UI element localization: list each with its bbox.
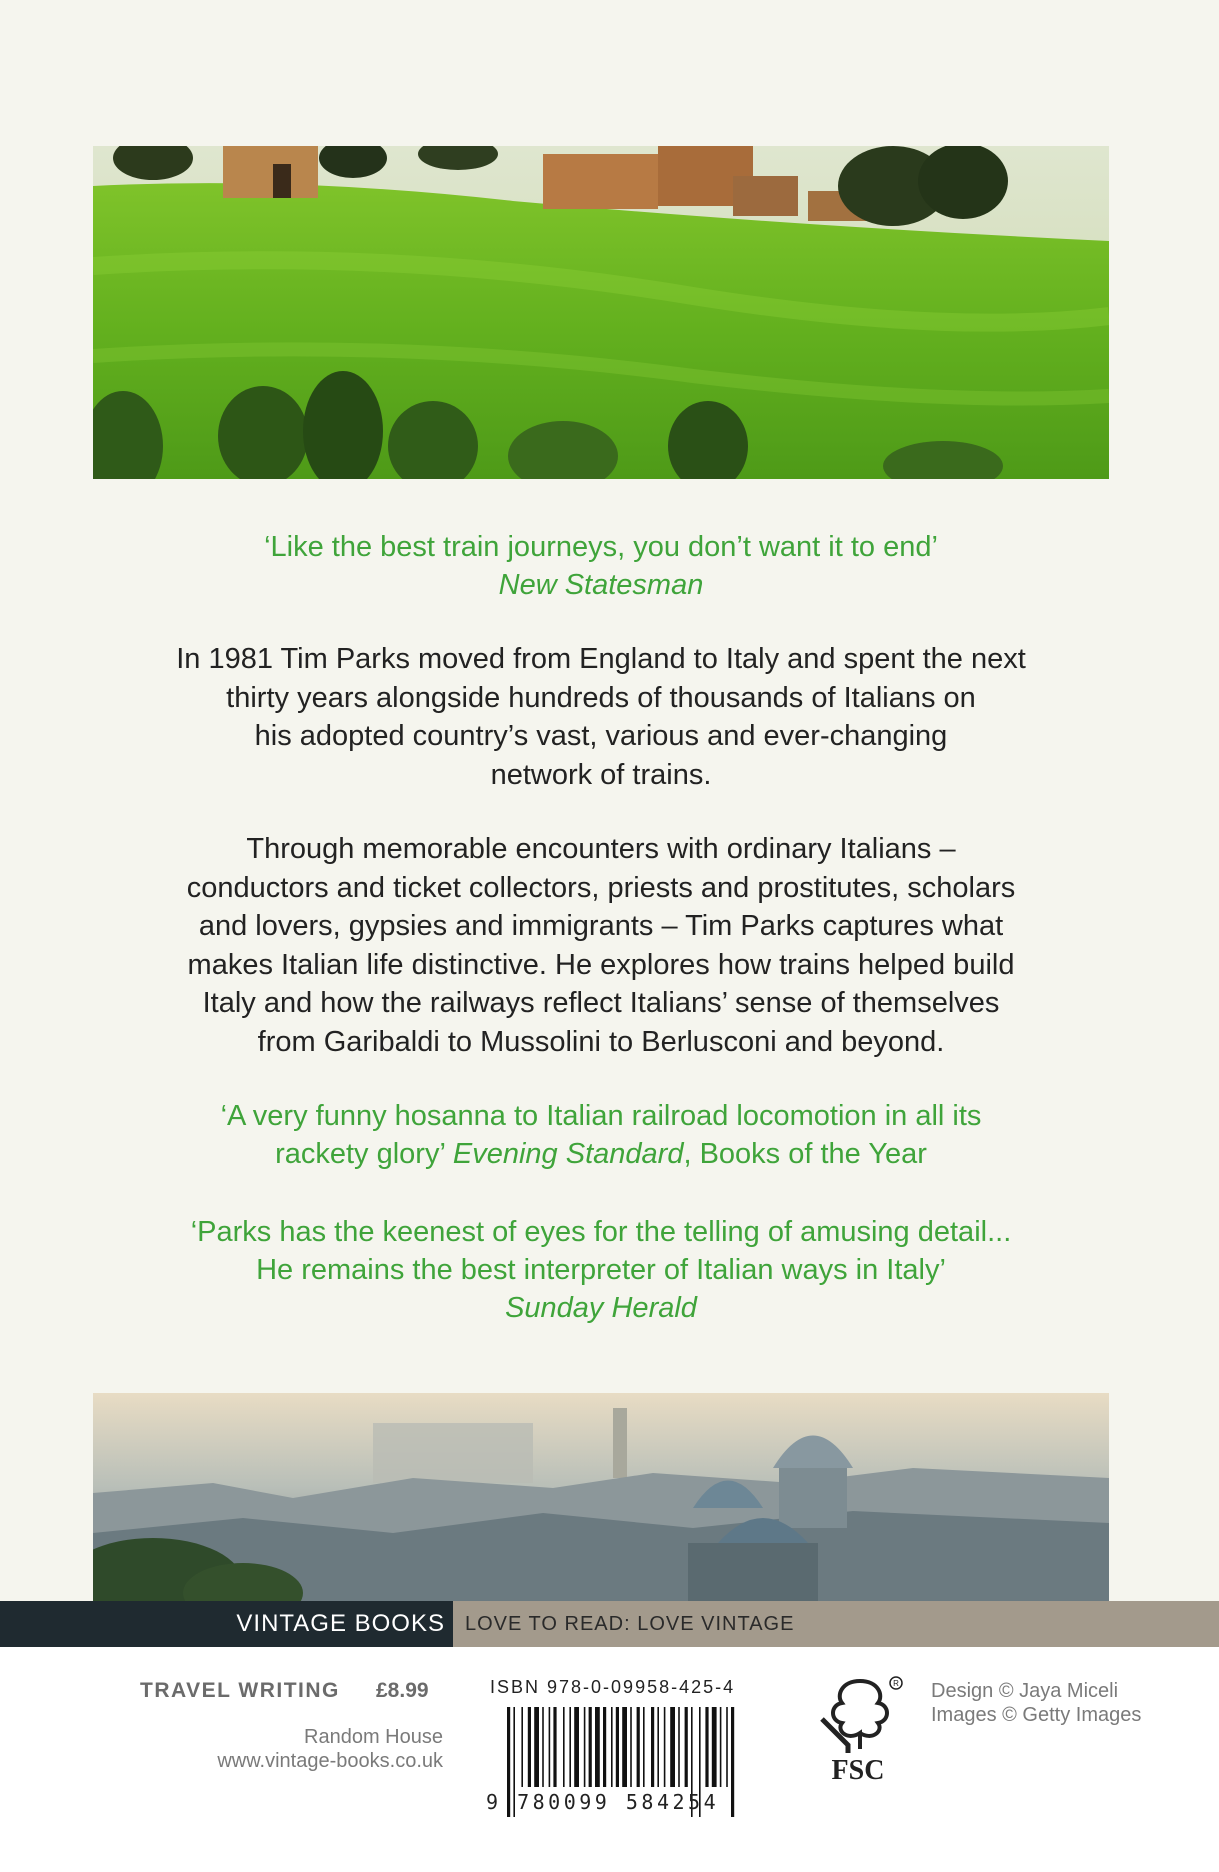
publisher-info bbox=[217, 1725, 443, 1773]
images-credit: Images © Getty Images bbox=[931, 1704, 1142, 1726]
imprint-slogan: LOVE TO READ: LOVE VINTAGE bbox=[453, 1601, 1219, 1647]
barcode-bar bbox=[726, 1707, 728, 1787]
barcode-bar bbox=[574, 1707, 579, 1787]
text-line: network of trains. bbox=[490, 758, 712, 791]
quote-text: ‘A very funny hosanna to Italian railroad locomotion in all its bbox=[220, 1100, 982, 1132]
barcode-bar bbox=[643, 1707, 645, 1787]
isbn-label: ISBN 978-0-09958-425-4 bbox=[490, 1677, 736, 1697]
rome-cityscape-photo bbox=[93, 1393, 1109, 1601]
barcode-bar bbox=[705, 1707, 708, 1787]
barcode-bar bbox=[670, 1707, 675, 1787]
text-line: makes Italian life distinctive. He explores how trains helped build bbox=[187, 948, 1015, 981]
review-quote-1 bbox=[93, 528, 1109, 604]
barcode-bar bbox=[553, 1707, 556, 1787]
text-line: Italy and how the railways reflect Italians’ sense of themselves bbox=[202, 987, 1000, 1019]
barcode-bar bbox=[622, 1707, 627, 1787]
barcode-bar bbox=[528, 1707, 531, 1787]
barcode-bar bbox=[637, 1707, 640, 1787]
imprint-name: VINTAGE BOOKS bbox=[0, 1601, 453, 1647]
barcode-bar bbox=[521, 1707, 523, 1787]
back-cover-footer bbox=[0, 1647, 1219, 1872]
publisher-name: Random House bbox=[304, 1726, 443, 1748]
fsc-logo-icon bbox=[808, 1675, 908, 1785]
barcode-bar bbox=[657, 1707, 659, 1787]
quote-text: ‘Like the best train journeys, you don’t want it to end’ bbox=[264, 531, 938, 563]
barcode-bar bbox=[563, 1707, 565, 1787]
barcode-bar bbox=[589, 1707, 592, 1787]
text-line: In 1981 Tim Parks moved from England to Italy and spent the next bbox=[176, 643, 1026, 675]
barcode-bar bbox=[569, 1707, 571, 1787]
barcode-bar bbox=[651, 1707, 654, 1787]
barcode-bar bbox=[685, 1707, 688, 1787]
barcode-bar bbox=[616, 1707, 619, 1787]
text-line: from Garibaldi to Mussolini to Berlusconi and beyond. bbox=[257, 1025, 945, 1058]
description-paragraph-2 bbox=[93, 830, 1109, 1061]
publisher-website: www.vintage-books.co.uk bbox=[217, 1750, 443, 1772]
barcode-digits: 9 780099 584254 bbox=[486, 1790, 720, 1814]
text-line: Through memorable encounters with ordinary Italians – bbox=[246, 833, 956, 865]
review-quote-2 bbox=[93, 1097, 1109, 1173]
quote-source: Sunday Herald bbox=[505, 1292, 697, 1324]
description-paragraph-1 bbox=[93, 640, 1109, 794]
barcode-bar bbox=[534, 1707, 539, 1787]
barcode-bar bbox=[664, 1707, 666, 1787]
barcode-bar bbox=[720, 1707, 722, 1787]
review-quote-3 bbox=[93, 1213, 1109, 1327]
barcode-bar bbox=[584, 1707, 586, 1787]
text-line: conductors and ticket collectors, priests and prostitutes, scholars bbox=[186, 871, 1016, 904]
barcode-bar bbox=[542, 1707, 544, 1787]
svg-text:R: R bbox=[893, 1679, 899, 1688]
quote-text: rackety glory’ bbox=[275, 1138, 453, 1170]
genre-label: TRAVEL WRITING bbox=[140, 1679, 340, 1702]
quote-source: Evening Standard bbox=[452, 1138, 684, 1170]
barcode-bar bbox=[630, 1707, 632, 1787]
barcode-bar bbox=[549, 1707, 551, 1787]
tuscan-landscape-photo bbox=[93, 146, 1109, 479]
quote-source: New Statesman bbox=[498, 569, 704, 601]
quote-text: ‘Parks has the keenest of eyes for the telling of amusing detail... bbox=[190, 1216, 1012, 1248]
text-line: thirty years alongside hundreds of thousands of Italians on bbox=[226, 681, 976, 714]
text-line: his adopted country’s vast, various and ever-changing bbox=[254, 720, 948, 752]
barcode-bar bbox=[678, 1707, 680, 1787]
fsc-label: FSC bbox=[831, 1755, 885, 1785]
barcode-bar bbox=[712, 1707, 717, 1787]
imprint-band bbox=[0, 1601, 1219, 1647]
quote-text: , Books of the Year bbox=[683, 1138, 927, 1170]
text-line: and lovers, gypsies and immigrants – Tim Parks captures what bbox=[198, 910, 1004, 942]
barcode-bar bbox=[595, 1707, 600, 1787]
quote-text: He remains the best interpreter of Italian ways in Italy’ bbox=[256, 1254, 946, 1286]
barcode-bar bbox=[731, 1707, 734, 1817]
blurbs-section bbox=[93, 528, 1109, 1327]
price-label: £8.99 bbox=[376, 1679, 429, 1702]
barcode-bar bbox=[611, 1707, 613, 1787]
design-credit: Design © Jaya Miceli bbox=[931, 1680, 1119, 1702]
credits bbox=[931, 1679, 1141, 1727]
barcode-bar bbox=[603, 1707, 606, 1787]
